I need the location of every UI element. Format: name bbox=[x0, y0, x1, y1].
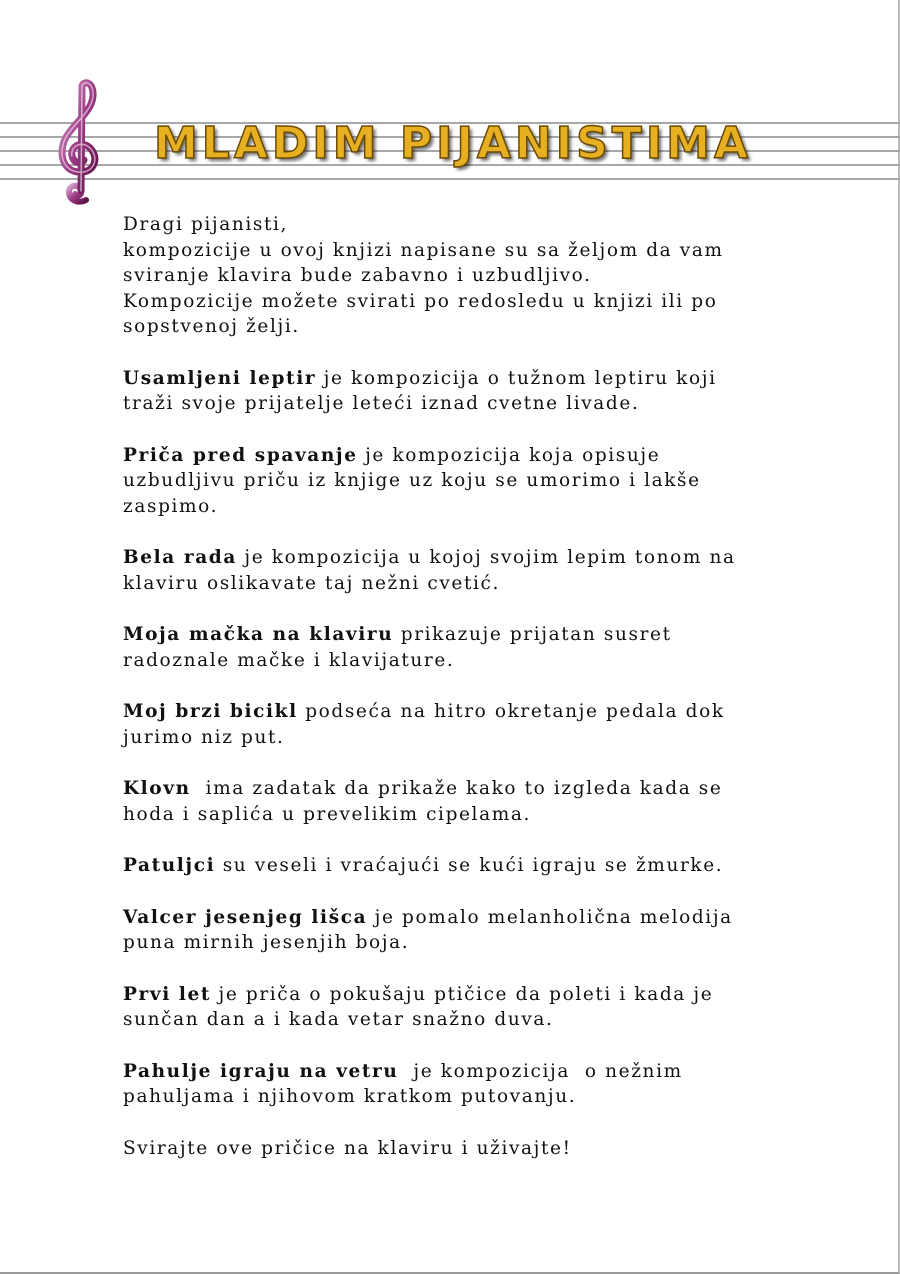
piece-description: hoda i saplića u prevelikim cipelama. bbox=[123, 803, 531, 825]
piece-description: klaviru oslikavate taj nežni cvetić. bbox=[123, 572, 500, 594]
piece-paragraph bbox=[123, 545, 823, 596]
intro-line: Kompozicije možete svirati po redosledu u knjizi ili po bbox=[123, 290, 718, 312]
closing-line: Svirajte ove pričice na klaviru i uživajte! bbox=[123, 1137, 572, 1159]
staff-line bbox=[0, 178, 900, 180]
intro-line: kompozicije u ovoj knjizi napisane su sa željom da vam bbox=[123, 239, 724, 261]
piece-title: Patuljci bbox=[123, 855, 216, 876]
piece-description: prikazuje prijatan susret bbox=[393, 624, 672, 645]
piece-description: uzbudljivu priču iz knjige uz koju se umorimo i lakše bbox=[123, 470, 701, 491]
intro-line: sviranje klavira bude zabavno i uzbudljivo. bbox=[123, 265, 592, 286]
intro-line: sopstvenoj želji. bbox=[123, 316, 300, 337]
piece-paragraph bbox=[123, 905, 823, 956]
piece-description: puna mirnih jesenjih boja. bbox=[123, 932, 410, 953]
piece-title: Klovn bbox=[123, 778, 191, 799]
piece-title: Moja mačka na klaviru bbox=[123, 624, 394, 645]
piece-paragraph bbox=[123, 699, 823, 750]
piece-description: jurimo niz put. bbox=[123, 726, 285, 748]
intro-paragraph bbox=[123, 212, 823, 340]
piece-title: Bela rada bbox=[123, 547, 237, 568]
page-header bbox=[0, 78, 900, 218]
piece-description: je kompozicija o tužnom leptiru koji bbox=[316, 367, 717, 389]
body-text bbox=[123, 212, 823, 1187]
piece-paragraph bbox=[123, 982, 823, 1033]
piece-paragraph bbox=[123, 853, 823, 879]
piece-description: je kompozicija koja opisuje bbox=[357, 444, 661, 466]
piece-description: traži svoje prijatelje leteći iznad cvetne livade. bbox=[123, 393, 640, 414]
piece-description: zaspimo. bbox=[123, 495, 219, 517]
piece-title: Usamljeni leptir bbox=[123, 367, 317, 389]
piece-description: je kompozicija u kojoj svojim lepim tonom na bbox=[236, 547, 736, 568]
piece-title: Moj brzi bicikl bbox=[123, 701, 298, 722]
piece-description: ima zadatak da prikaže kako to izgleda kada se bbox=[190, 778, 723, 799]
closing-paragraph bbox=[123, 1136, 823, 1162]
piece-description: sunčan dan a i kada vetar snažno duva. bbox=[123, 1009, 554, 1030]
piece-description: je pomalo melanholična melodija bbox=[367, 906, 733, 928]
piece-paragraph bbox=[123, 366, 823, 417]
piece-paragraph bbox=[123, 443, 823, 520]
piece-paragraph bbox=[123, 622, 823, 673]
piece-description: podseća na hitro okretanje pedala dok bbox=[297, 701, 725, 722]
piece-title: Prvi let bbox=[123, 983, 212, 1005]
piece-description: je priča o pokušaju ptičice da poleti i kada je bbox=[211, 983, 714, 1005]
piece-paragraph bbox=[123, 1059, 823, 1110]
piece-title: Valcer jesenjeg lišca bbox=[123, 906, 368, 928]
piece-title: Priča pred spavanje bbox=[123, 444, 358, 466]
piece-paragraph bbox=[123, 776, 823, 827]
page-title: MLADIM PIJANISTIMA bbox=[154, 118, 753, 169]
greeting-line: Dragi pijanisti, bbox=[123, 214, 289, 235]
piece-description: su veseli i vraćajući se kući igraju se žmurke. bbox=[215, 855, 724, 876]
piece-title: Pahulje igraju na vetru bbox=[123, 1060, 399, 1082]
piece-description: pahuljama i njihovom kratkom putovanju. bbox=[123, 1086, 577, 1107]
piece-description: radoznale mačke i klavijature. bbox=[123, 649, 455, 671]
piece-description: je kompozicija o nežnim bbox=[398, 1060, 683, 1082]
treble-clef-icon bbox=[38, 78, 118, 208]
